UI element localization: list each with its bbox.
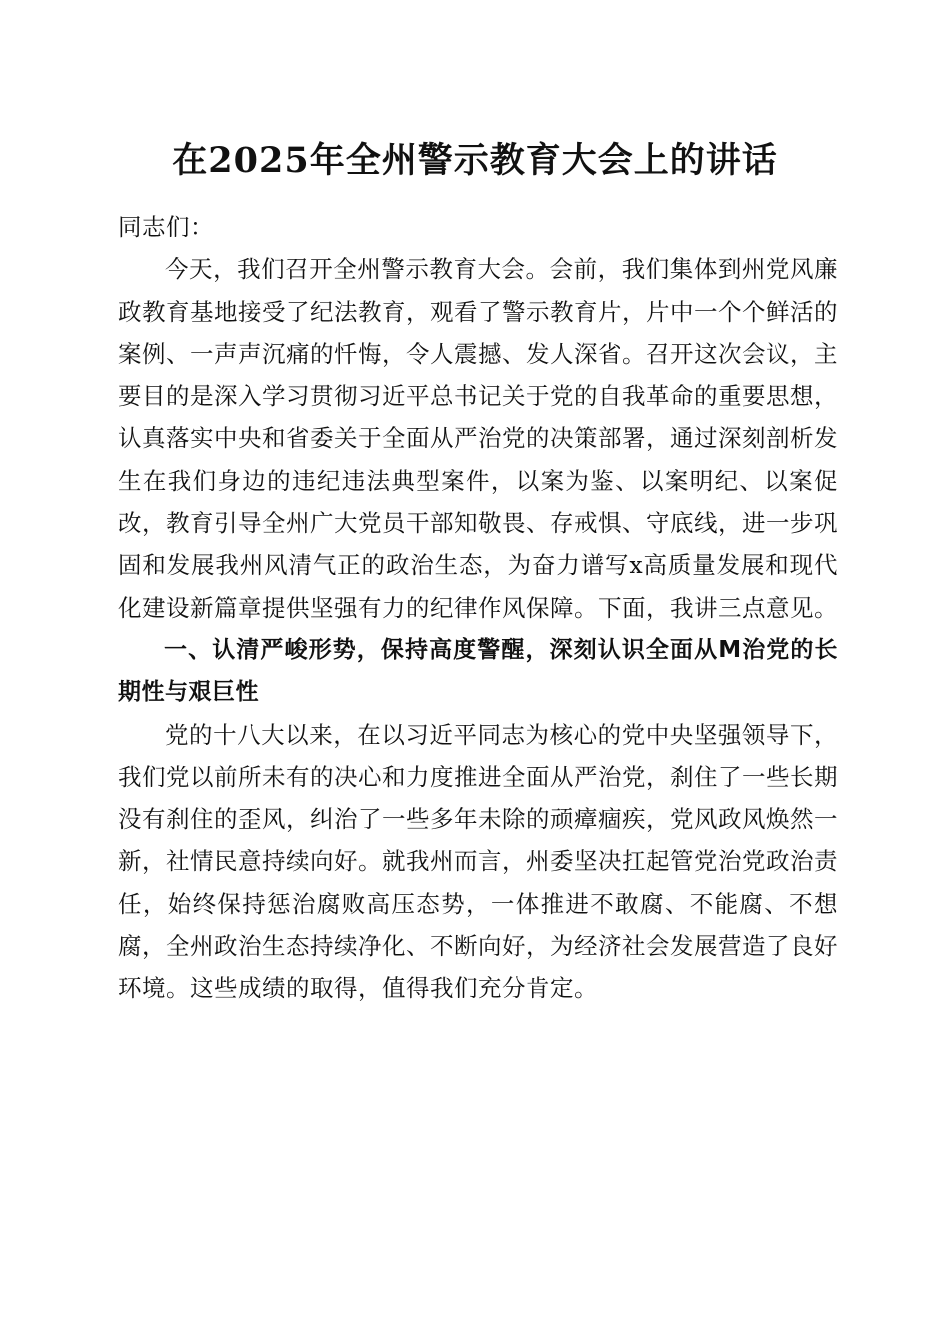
document-title: 在2025年全州警示教育大会上的讲话 (172, 140, 778, 181)
paragraph-intro: 今天，我们召开全州警示教育大会。会前，我们集体到州党风廉政教育基地接受了纪法教育，观看了警示教育片，片中一个个鲜活的案例、一声声沉痛的忏悔，令人震撼、发人深省。召开这次会议，主要目的是深入学习贯彻习近平总书记关于党的自我革命的重要思想，认真落实中央和省委关于全面从严治党的决策部署，通过深刻剖析发生在我们身边的违纪违法典型案件，以案为鉴、以案明纪、以案促改，教育引导全州广大党员干部知敬畏、存戒惧、守底线，进一步巩固和发展我州风清气正的政治生态，为奋力谱写x高质量发展和现代化建设新篇章提供坚强有力的纪律作风保障。下面，我讲三点意见。 (118, 255, 838, 622)
document-body (118, 206, 838, 1010)
section-heading-1: 一、认清严峻形势，保持高度警醒，深刻认识全面从M治党的长期性与艰巨性 (118, 636, 838, 706)
paragraph-section-1: 党的十八大以来，在以习近平同志为核心的党中央坚强领导下，我们党以前所未有的决心和力度推进全面从严治党，刹住了一些长期没有刹住的歪风，纠治了一些多年未除的顽瘴痼疾，党风政风焕然一新，社情民意持续向好。就我州而言，州委坚决扛起管党治党政治责任，始终保持惩治腐败高压态势，一体推进不敢腐、不能腐、不想腐，全州政治生态持续净化、不断向好，为经济社会发展营造了良好环境。这些成绩的取得，值得我们充分肯定。 (118, 720, 838, 1003)
greeting: 同志们： (118, 213, 214, 241)
